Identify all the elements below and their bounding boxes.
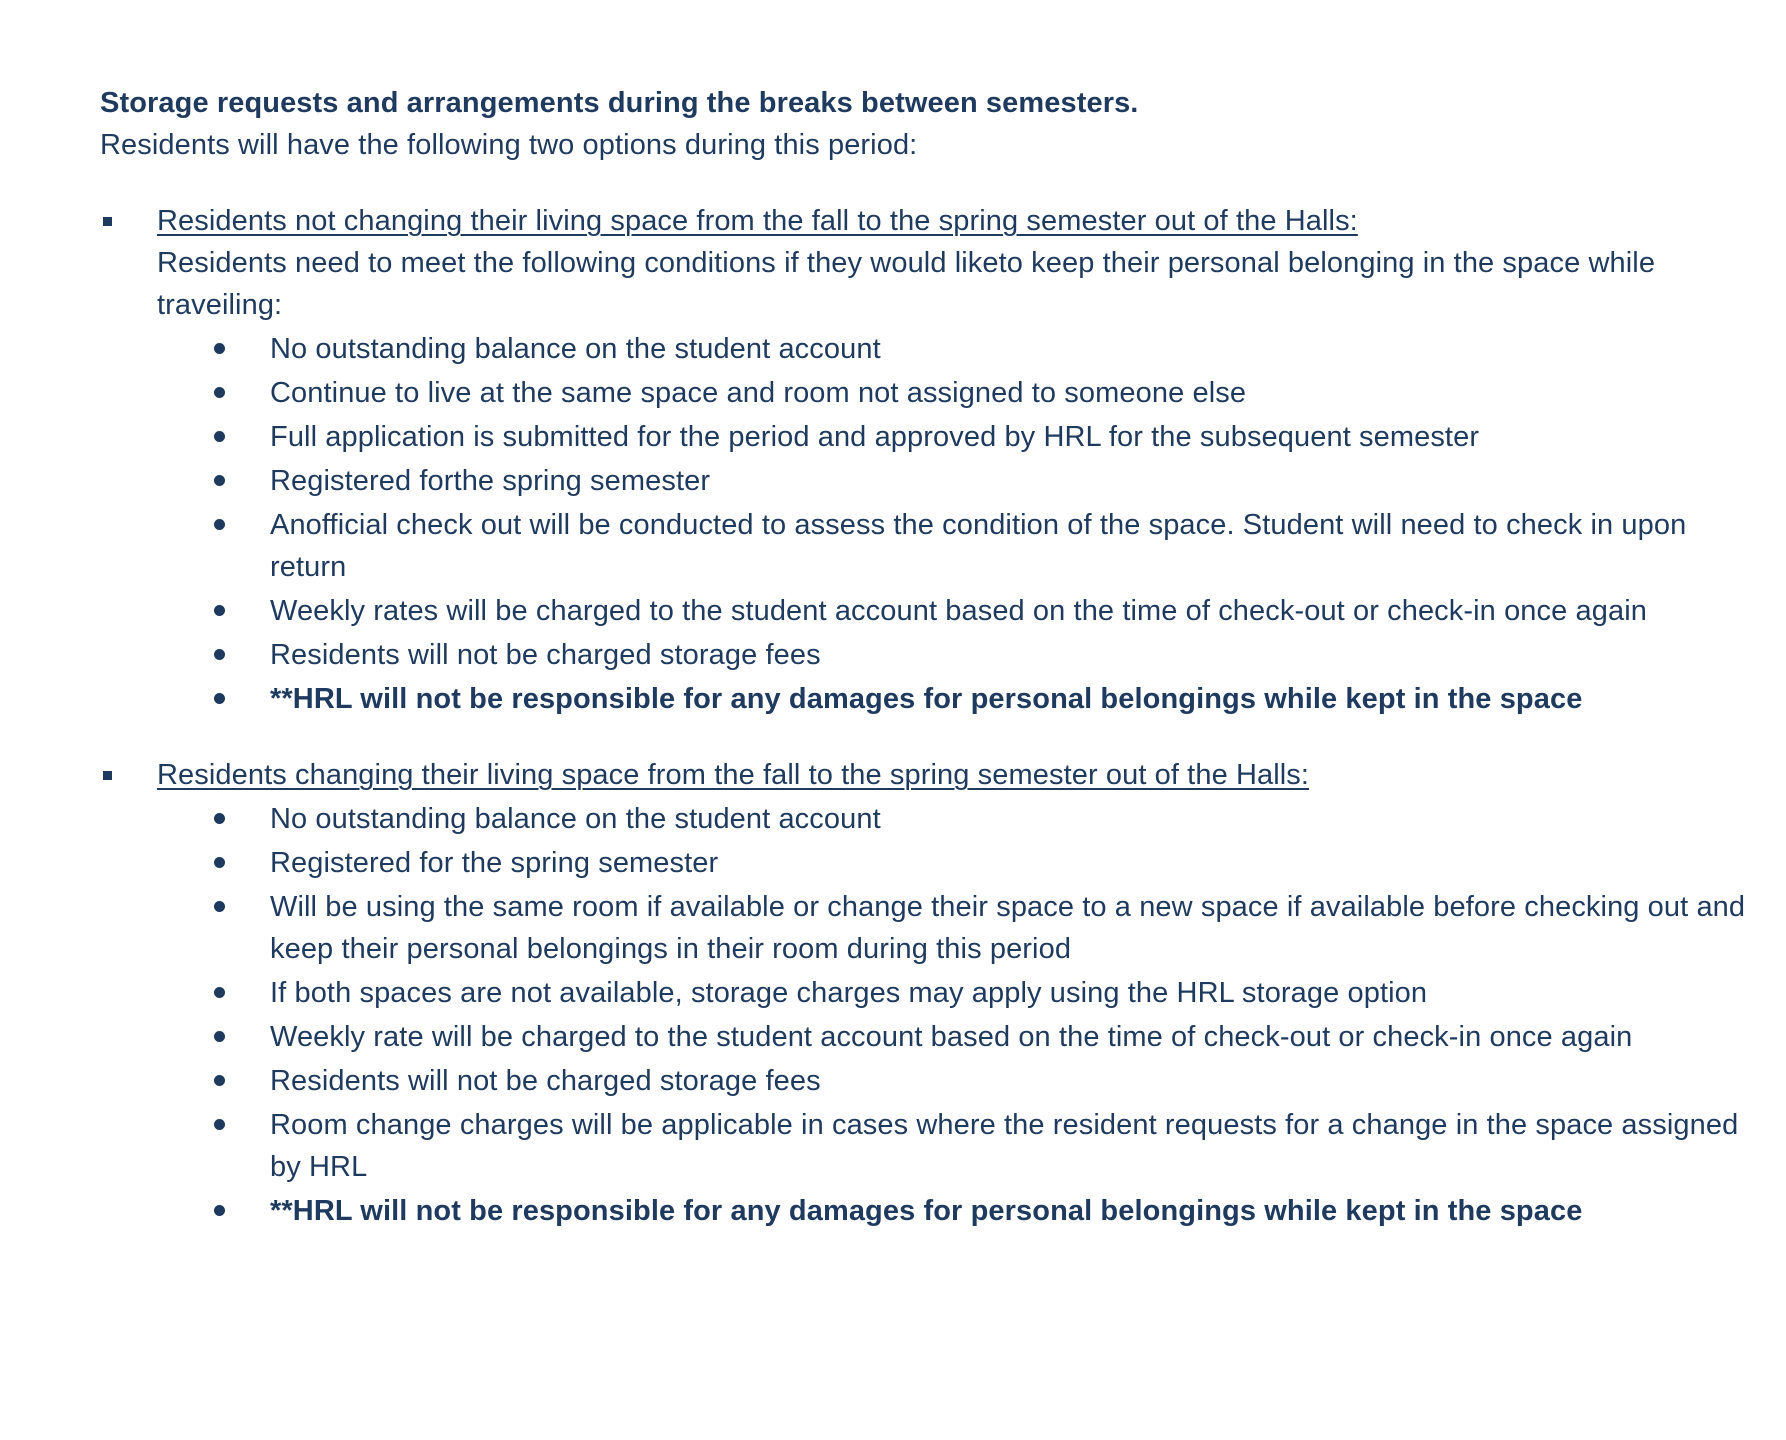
round-bullet-icon <box>214 343 225 354</box>
list-item <box>270 504 1770 588</box>
round-bullet-icon <box>214 475 225 486</box>
disclaimer-item <box>270 678 1770 720</box>
section-changing-space <box>100 754 1746 1232</box>
round-bullet-icon <box>214 431 225 442</box>
list-item <box>270 1060 1770 1102</box>
list-item <box>270 328 1770 370</box>
list-item-text: No outstanding balance on the student account <box>270 333 881 365</box>
round-bullet-icon <box>214 693 225 704</box>
document-body <box>100 82 1746 1234</box>
round-bullet-icon <box>214 1205 225 1216</box>
list-item-text: Full application is submitted for the period and approved by HRL for the subsequent semester <box>270 421 1480 453</box>
intro-text: Residents will have the following two options during this period: <box>100 129 918 161</box>
list-item <box>270 1016 1770 1058</box>
list-item <box>270 1104 1770 1188</box>
section-not-changing-space <box>100 200 1720 720</box>
list-item <box>270 460 1770 502</box>
conditions-list <box>157 328 1720 720</box>
square-bullet-icon <box>103 217 112 226</box>
list-item <box>270 842 1770 884</box>
round-bullet-icon <box>214 987 225 998</box>
list-item-text: Registered forthe spring semester <box>270 465 711 497</box>
round-bullet-icon <box>214 1075 225 1086</box>
list-item-text: Residents will not be charged storage fees <box>270 639 821 671</box>
round-bullet-icon <box>214 813 225 824</box>
section-title: Residents not changing their living space from the fall to the spring semester out of the Halls: <box>157 205 1358 237</box>
list-item <box>270 972 1770 1014</box>
round-bullet-icon <box>214 605 225 616</box>
section-title: Residents changing their living space from the fall to the spring semester out of the Halls: <box>157 759 1310 791</box>
list-item <box>270 416 1770 458</box>
list-item-text: Residents will not be charged storage fees <box>270 1065 821 1097</box>
list-item-text: Will be using the same room if available or change their space to a new space if available before checking out and keep their personal belongings in their room during this period <box>270 891 1746 965</box>
list-item <box>270 372 1770 414</box>
section-description: Residents need to meet the following conditions if they would liketo keep their personal belonging in the space while traveiling: <box>157 247 1656 321</box>
round-bullet-icon <box>214 901 225 912</box>
list-item <box>270 634 1770 676</box>
list-item-text: Registered for the spring semester <box>270 847 719 879</box>
list-item-text: No outstanding balance on the student account <box>270 803 881 835</box>
round-bullet-icon <box>214 1031 225 1042</box>
list-item-text: Weekly rates will be charged to the student account based on the time of check-out or check-in once again <box>270 595 1647 627</box>
round-bullet-icon <box>214 649 225 660</box>
round-bullet-icon <box>214 519 225 530</box>
disclaimer-item <box>270 1190 1770 1232</box>
round-bullet-icon <box>214 857 225 868</box>
list-item <box>270 798 1770 840</box>
list-item <box>270 590 1770 632</box>
list-item-text: **HRL will not be responsible for any damages for personal belongings while kept in the space <box>270 1195 1583 1227</box>
document-heading: Storage requests and arrangements during the breaks between semesters. <box>100 87 1139 119</box>
list-item <box>270 886 1770 970</box>
list-item-text: **HRL will not be responsible for any damages for personal belongings while kept in the space <box>270 683 1583 715</box>
square-bullet-icon <box>103 771 112 780</box>
conditions-list <box>157 798 1746 1232</box>
list-item-text: Continue to live at the same space and room not assigned to someone else <box>270 377 1247 409</box>
list-item-text: If both spaces are not available, storage charges may apply using the HRL storage option <box>270 977 1428 1009</box>
round-bullet-icon <box>214 387 225 398</box>
list-item-text: Anofficial check out will be conducted to assess the condition of the space. Student will need to check in upon return <box>270 509 1687 583</box>
round-bullet-icon <box>214 1119 225 1130</box>
list-item-text: Weekly rate will be charged to the student account based on the time of check-out or check-in once again <box>270 1021 1633 1053</box>
list-item-text: Room change charges will be applicable in cases where the resident requests for a change in the space assigned by HRL <box>270 1109 1739 1183</box>
